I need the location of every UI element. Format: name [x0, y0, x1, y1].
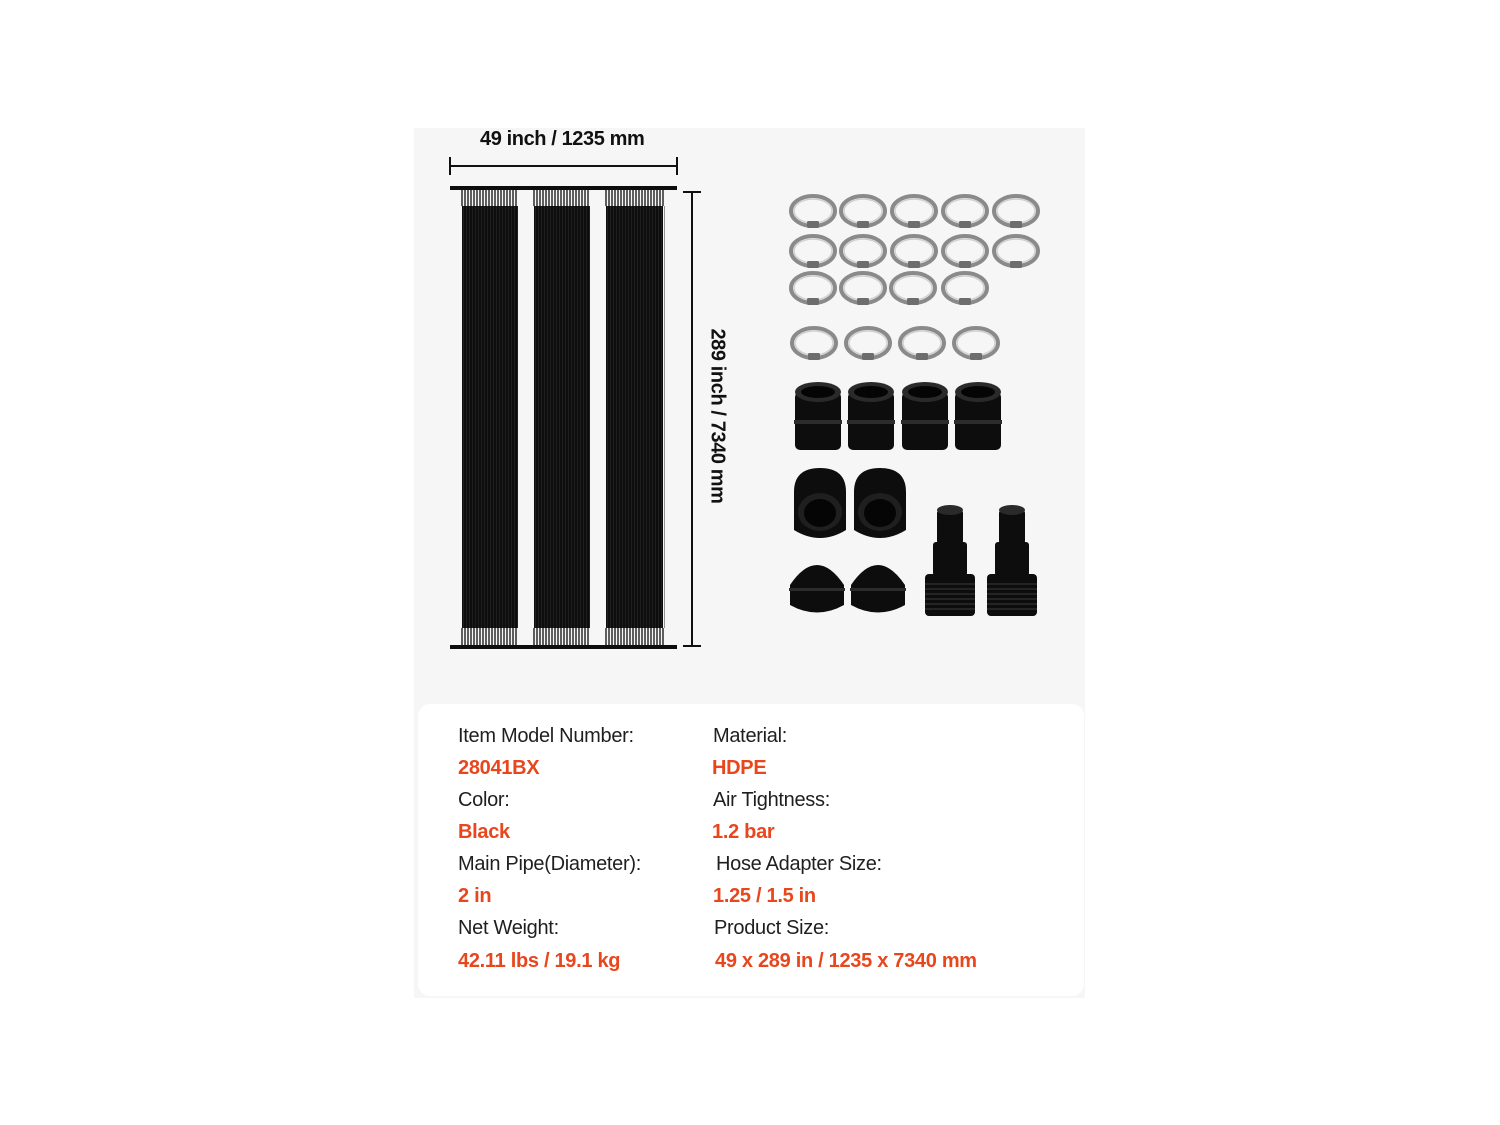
hose-adapter-opening — [999, 505, 1025, 515]
hose-clamp-band — [844, 239, 882, 263]
hose-clamp-band — [997, 199, 1035, 223]
hose-clamp-screw — [959, 261, 971, 268]
hose-clamp-band — [795, 331, 833, 355]
product-size-label: Product Size: — [714, 917, 830, 939]
hose-clamp-band — [894, 276, 932, 300]
hose-adapter-value: 1.25 / 1.5 in — [713, 885, 816, 907]
material-label: Material: — [713, 725, 787, 747]
hose-clamp-band — [895, 239, 933, 263]
solar-panel-2 — [534, 206, 590, 628]
pipe-coupler-opening — [854, 386, 888, 398]
hose-clamp-band — [794, 199, 832, 223]
air-tightness-label: Air Tightness: — [713, 789, 830, 811]
hose-clamp-screw — [857, 298, 869, 305]
hose-clamp-screw — [1010, 261, 1022, 268]
material-value: HDPE — [712, 757, 767, 779]
model-number-label: Item Model Number: — [458, 725, 634, 747]
hose-clamp-band — [903, 331, 941, 355]
hose-clamp-band — [946, 239, 984, 263]
pipe-elbow-opening — [864, 499, 896, 527]
pipe-coupler-ring — [794, 420, 842, 424]
hose-adapter-middle — [995, 542, 1029, 576]
hose-clamp-band — [895, 199, 933, 223]
model-number-value: 28041BX — [458, 757, 540, 779]
hose-clamp-screw — [959, 298, 971, 305]
pipe-elbow-opening — [804, 499, 836, 527]
pipe-coupler-opening — [908, 386, 942, 398]
end-cap-ring — [850, 588, 906, 591]
hose-adapter-top — [937, 510, 963, 544]
product-size-value: 49 x 289 in / 1235 x 7340 mm — [715, 950, 977, 972]
pipe-coupler-opening — [801, 386, 835, 398]
top-header-pipe — [450, 186, 677, 190]
hose-clamp-screw — [807, 221, 819, 228]
pipe-coupler-ring — [954, 420, 1002, 424]
hose-clamp-screw — [907, 298, 919, 305]
pipe-coupler-ring — [901, 420, 949, 424]
bottom-header-pipe — [450, 645, 677, 649]
net-weight-value: 42.11 lbs / 19.1 kg — [458, 950, 621, 972]
solar-panel-1 — [462, 206, 518, 628]
hose-adapter-label: Hose Adapter Size: — [716, 853, 882, 875]
pipe-coupler-opening — [961, 386, 995, 398]
hose-clamp-screw — [857, 221, 869, 228]
hose-clamp-screw — [908, 261, 920, 268]
color-label: Color: — [458, 789, 510, 811]
hose-clamp-screw — [808, 353, 820, 360]
net-weight-label: Net Weight: — [458, 917, 559, 939]
hose-clamp-screw — [908, 221, 920, 228]
hose-clamp-band — [794, 239, 832, 263]
hose-clamp-screw — [916, 353, 928, 360]
main-pipe-value: 2 in — [458, 885, 492, 907]
color-value: Black — [458, 821, 510, 843]
air-tightness-value: 1.2 bar — [712, 821, 775, 843]
hose-clamp-screw — [807, 261, 819, 268]
hose-adapter-top — [999, 510, 1025, 544]
hose-clamp-screw — [959, 221, 971, 228]
hose-clamp-screw — [807, 298, 819, 305]
hose-clamp-screw — [1010, 221, 1022, 228]
hose-adapter-opening — [937, 505, 963, 515]
hose-clamp-band — [957, 331, 995, 355]
hose-clamp-screw — [862, 353, 874, 360]
hose-clamp-band — [844, 276, 882, 300]
hose-clamp-band — [794, 276, 832, 300]
end-cap-ring — [789, 588, 845, 591]
hose-clamp-band — [946, 199, 984, 223]
width-dimension-label: 49 inch / 1235 mm — [480, 128, 645, 150]
main-pipe-label: Main Pipe(Diameter): — [458, 853, 641, 875]
hose-clamp-band — [946, 276, 984, 300]
height-dimension-label: 289 inch / 7340 mm — [706, 328, 729, 504]
hose-clamp-band — [849, 331, 887, 355]
hose-clamp-band — [844, 199, 882, 223]
hose-clamp-screw — [970, 353, 982, 360]
hose-adapter-middle — [933, 542, 967, 576]
pipe-coupler-ring — [847, 420, 895, 424]
hose-clamp-screw — [857, 261, 869, 268]
hose-clamp-band — [997, 239, 1035, 263]
